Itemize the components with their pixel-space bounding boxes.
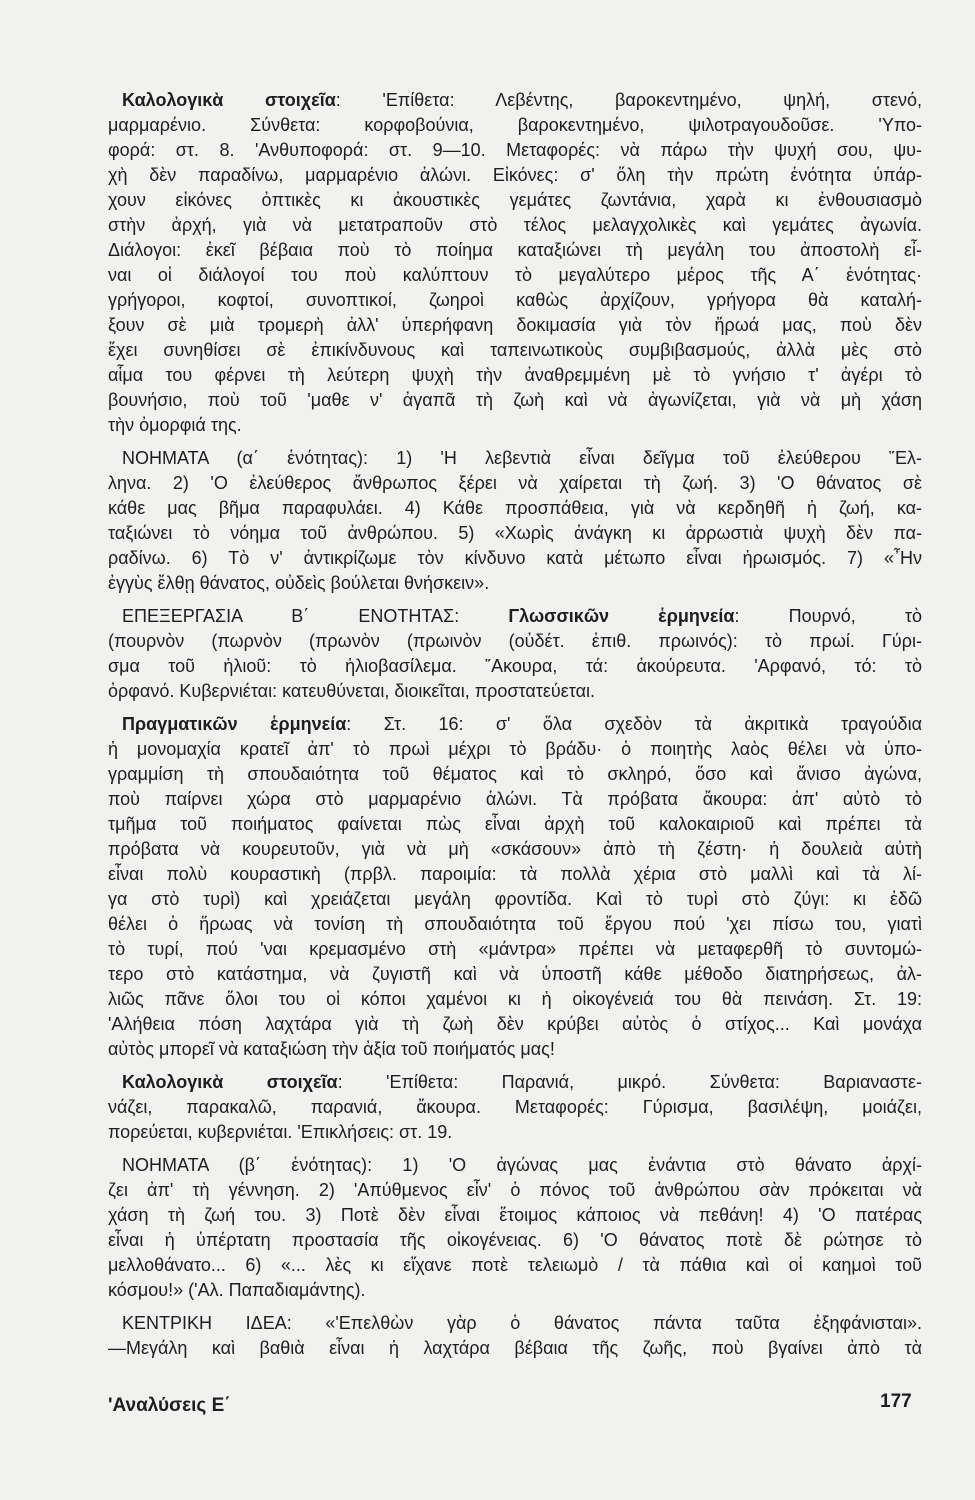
line-text: πορεύεται, κυβερνιέται. 'Επικλήσεις: στ. 19. [108,1122,453,1142]
line-text: γα στὸ τυρὶ) καὶ χρειάζεται μεγάλη φροντίδα. Καὶ τὸ τυρὶ στὸ ζύγι: κι ἐδῶ [108,889,922,909]
text-line [108,837,922,862]
line-text: νάζει, παρακαλῶ, παρανιά, ἄκουρα. Μεταφορές: Γύρισμα, βασιλέψη, μοιάζει, [108,1097,922,1117]
paragraph [108,1153,922,1303]
line-text: 'Αλήθεια πόση λαχτάρα γιὰ τὴ ζωὴ δὲν κρύβει αὐτὸς ὁ στίχος... Καὶ μονάχα [108,1014,922,1034]
text-line [108,363,922,388]
line-text: φορά: στ. 8. 'Ανθυποφορά: στ. 9—10. Μεταφορές: νὰ πάρω τὴν ψυχή σου, ψυ- [108,140,922,160]
line-text: ΝΟΗΜΑΤΑ (β΄ ἑνότητας): 1) 'Ο ἀγώνας μας ἐνάντια στὸ θάνατο ἀρχί- [122,1155,922,1175]
text-line [108,263,922,288]
line-text: ραδίνω. 6) Τὸ ν' ἀντικρίζωμε τὸν κίνδυνο κατὰ μέτωπο εἶναι ἡρωισμός. 7) «῏Ην [108,548,922,568]
line-text: ἔχει συνηθίσει σὲ ἐπικίνδυνους καὶ ταπεινωτικοὺς συμβιβασμούς, ἀλλὰ μὲς στὸ [108,340,922,360]
text-line [108,1228,922,1253]
line-text: κάθε μας βῆμα παραφυλάει. 4) Κάθε προσπάθεια, γιὰ νὰ κερδηθῆ ἡ ζωή, κα- [108,498,922,518]
text-line [108,654,922,679]
text-line [108,937,922,962]
page-number: 177 [880,1391,912,1412]
text-line [108,1012,922,1037]
text-line [108,238,922,263]
line-text: ταξιώνει τὸ νόημα τοῦ ἀνθρώπου. 5) «Χωρὶς ἀνάγκη κι ἀρρωστιὰ ψυχὴ δὲν πα- [108,523,922,543]
line-text: αἷμα του φέρνει τὴ λεύτερη ψυχὴ τὴν ἀναθρεμμένη μὲ τὸ γνήσιο τ' ἀγέρι τὸ [108,365,922,385]
text-line [108,712,922,737]
text-line [108,113,922,138]
text-line [108,521,922,546]
text-line [108,571,922,596]
section-heading: ΕΠΕΞΕΡΓΑΣΙΑ Β΄ ΕΝΟΤΗΤΑΣ: [122,606,509,626]
text-line [108,987,922,1012]
line-text: στὴν ἀρχή, γιὰ νὰ μετατραποῦν στὸ τέλος μελαγχολικὲς καὶ γεμάτες ἀγωνία. [108,215,922,235]
text-line [108,138,922,163]
line-text: Διάλογοι: ἐκεῖ βέβαια ποὺ τὸ ποίημα καταξιώνει τὴ μεγάλη του ἀποστολὴ εἶ- [108,240,922,260]
text-line [108,1253,922,1278]
text-line [108,446,922,471]
text-line [108,1037,922,1062]
line-text: ναι οἱ διάλογοί του ποὺ καλύπτουν τὸ μεγαλύτερο μέρος τῆς Α΄ ἑνότητας· [108,265,922,285]
line-text: ζει ἀπ' τὴ γέννηση. 2) 'Απύθμενος εἶν' ὁ πόνος τοῦ ἀνθρώπου σὰν πρόκειται νὰ [108,1180,922,1200]
line-text: βουνήσιο, ποὺ τοῦ 'μαθε ν' ἀγαπᾶ τὴ ζωὴ καὶ νὰ ἀγωνίζεται, γιὰ νὰ μὴ χάση [108,390,922,410]
line-text: σμα τοῦ ἡλιοῦ: τὸ ἡλιοβασίλεμα. ῎Ακουρα, τά: ἀκούρευτα. 'Αρφανό, τό: τὸ [108,656,922,676]
text-line [108,787,922,812]
line-text: εἶναι πολὺ κουραστικὴ (πρβλ. παροιμία: τὰ πολλὰ χέρια στὸ μαλλὶ καὶ τὰ λί- [108,864,922,884]
line-text: (πουρνὸν (πωρνὸν (πρωνὸν (πρωινὸν (οὐδέτ. ἐπιθ. πρωινός): τὸ πρωί. Γύρι- [108,631,922,651]
text-line [108,1120,922,1145]
text-line [108,288,922,313]
line-text: αὐτὸς μπορεῖ νὰ καταξιώση τὴν ἀξία τοῦ ποιήματός μας! [108,1039,555,1059]
line-text: ΚΕΝΤΡΙΚΗ ΙΔΕΑ: «'Επελθὼν γὰρ ὁ θάνατος πάντα ταῦτα ἐξηφάνισται». [122,1313,922,1333]
line-text: ξουν σὲ μιὰ τρομερὴ ἀλλ' ὑπερήφανη δοκιμασία γιὰ τὸν ἥρωά μας, ποὺ δὲν [108,315,922,335]
text-line [108,679,922,704]
line-text: τὴν ὀμορφιά της. [108,415,242,435]
text-line [108,546,922,571]
text-line [108,1278,922,1303]
text-line [108,213,922,238]
paragraph [108,712,922,1062]
line-text: μαρμαρένιο. Σύνθετα: κορφοβούνια, βαροκεντημένο, ψιλοτραγουδοῦσε. 'Υπο- [108,115,922,135]
text-line [108,862,922,887]
text-line [108,1311,922,1336]
text-line [108,1336,922,1361]
line-text: : Στ. 16: σ' ὅλα σχεδὸν τὰ ἀκριτικὰ τραγούδια [346,714,922,734]
line-text: ἐγγὺς ἔλθῃ θάνατος, οὐδεὶς βούλεται θνήσκειν». [108,573,490,593]
line-text: κόσμου!» ('Αλ. Παπαδιαμάντης). [108,1280,366,1300]
line-text: ποὺ παίρνει χώρα στὸ μαρμαρένιο ἁλώνι. Τὰ πρόβατα ἄκουρα: ἀπ' αὐτὸ τὸ [108,789,922,809]
text-line [108,388,922,413]
line-text: : 'Επίθετα: Λεβέντης, βαροκεντημένο, ψηλή, στενό, [335,90,922,110]
line-text: ὀρφανό. Κυβερνιέται: κατευθύνεται, διοικεῖται, προστατεύεται. [108,681,596,701]
text-line [108,88,922,113]
line-text: γραμμίση τὴ σπουδαιότητα τοῦ θέματος καὶ τὸ σκληρό, ὅσο καὶ ἄνισο ἀγώνα, [108,764,922,784]
line-text: —Μεγάλη καὶ βαθιὰ εἶναι ἡ λαχτάρα βέβαια τῆς ζωῆς, ποὺ βγαίνει ἀπὸ τὰ [108,1338,922,1358]
paragraph [108,1311,922,1361]
line-text: : Πουρνό, τὸ [734,606,922,626]
text-line [108,413,922,438]
line-text: τὸ τυρί, πού 'ναι κρεμασμένο στὴ «μάντρα» πρέπει νὰ μεταφερθῆ τὸ συντομώ- [108,939,922,959]
text-line [108,313,922,338]
text-line [108,1153,922,1178]
text-line [108,471,922,496]
line-text: λιῶς πᾶνε ὅλοι του οἱ κόποι χαμένοι κι ἡ οἰκογένειά του θὰ πεινάση. Στ. 19: [108,989,922,1009]
text-line [108,887,922,912]
page-body [108,88,922,1361]
paragraph [108,446,922,596]
line-text: θέλει ὁ ἥρωας νὰ τονίση τὴ σπουδαιότητα τοῦ ἔργου πού 'χει πίσω του, γιατὶ [108,914,922,934]
footer-book-title: 'Αναλύσεις Ε΄ [108,1395,231,1416]
text-line [108,1095,922,1120]
bold-label: Καλολογικὰ στοιχεῖα [122,1072,338,1092]
line-text: εἶναι ἡ ὑπέρτατη προστασία τῆς οἰκογένειας. 6) 'Ο θάνατος ποτὲ δὲ ρώτησε τὸ [108,1230,922,1250]
text-line [108,912,922,937]
paragraph [108,604,922,704]
line-text: ΝΟΗΜΑΤΑ (α΄ ἑνότητας): 1) 'Η λεβεντιὰ εἶναι δεῖγμα τοῦ ἐλεύθερου ῞Ελ- [122,448,922,468]
line-text: ἡ μονομαχία κρατεῖ ἀπ' τὸ πρωὶ μέχρι τὸ βράδυ· ὁ ποιητὴς λαὸς θέλει νὰ ὑπο- [108,739,922,759]
text-line [108,629,922,654]
line-text: μελλοθάνατο... 6) «... λὲς κι εἴχανε ποτὲ τελειωμὸ / τὰ πάθια καὶ οἱ καημοὶ τοῦ [108,1255,922,1275]
text-line [108,1203,922,1228]
line-text: χὴ δὲν παραδίνω, μαρμαρένιο ἁλώνι. Εἰκόνες: σ' ὅλη τὴν πρώτη ἑνότητα ὑπάρ- [108,165,922,185]
line-text: χάση τὴ ζωή του. 3) Ποτὲ δὲν εἶναι ἕτοιμος κάποιος νὰ πεθάνη! 4) 'Ο πατέρας [108,1205,922,1225]
text-line [108,812,922,837]
bold-label: Πραγματικῶν ἑρμηνεία [122,714,347,734]
line-text: ληνα. 2) 'Ο ἐλεύθερος ἄνθρωπος ξέρει νὰ χαίρεται τὴ ζωή. 3) 'Ο θάνατος σὲ [108,473,922,493]
text-line [108,962,922,987]
text-line [108,188,922,213]
line-text: : 'Επίθετα: Παρανιά, μικρό. Σύνθετα: Βαριαναστε- [337,1072,922,1092]
paragraph [108,1070,922,1145]
text-line [108,737,922,762]
text-line [108,496,922,521]
line-text: γρήγοροι, κοφτοί, συνοπτικοί, ζωηροὶ καθὼς ἀρχίζουν, γρήγορα θὰ καταλή- [108,290,922,310]
text-line [108,1178,922,1203]
line-text: πρόβατα νὰ κουρευτοῦν, γιὰ νὰ μὴ «σκάσουν» ἀπὸ τὴ ζέστη· ἡ δουλειὰ αὐτὴ [108,839,922,859]
line-text: τερο στὸ κατάστημα, νὰ ζυγιστῆ καὶ νὰ ὑποστῆ κάθε μέθοδο διατηρήσεως, ἀλ- [108,964,922,984]
line-text: χουν εἰκόνες ὀπτικὲς κι ἀκουστικὲς γεμάτες ζωντάνια, χαρὰ κι ἐνθουσιασμὸ [108,190,922,210]
paragraph [108,88,922,438]
bold-label: Γλωσσικῶν ἑρμηνεία [508,606,735,626]
text-line [108,604,922,629]
line-text: τμῆμα τοῦ ποιήματος φαίνεται πὼς εἶναι ἀρχὴ τοῦ καλοκαιριοῦ καὶ πρέπει τὰ [108,814,922,834]
text-line [108,163,922,188]
bold-label: Καλολογικὰ στοιχεῖα [122,90,336,110]
text-line [108,762,922,787]
text-line [108,338,922,363]
text-line [108,1070,922,1095]
